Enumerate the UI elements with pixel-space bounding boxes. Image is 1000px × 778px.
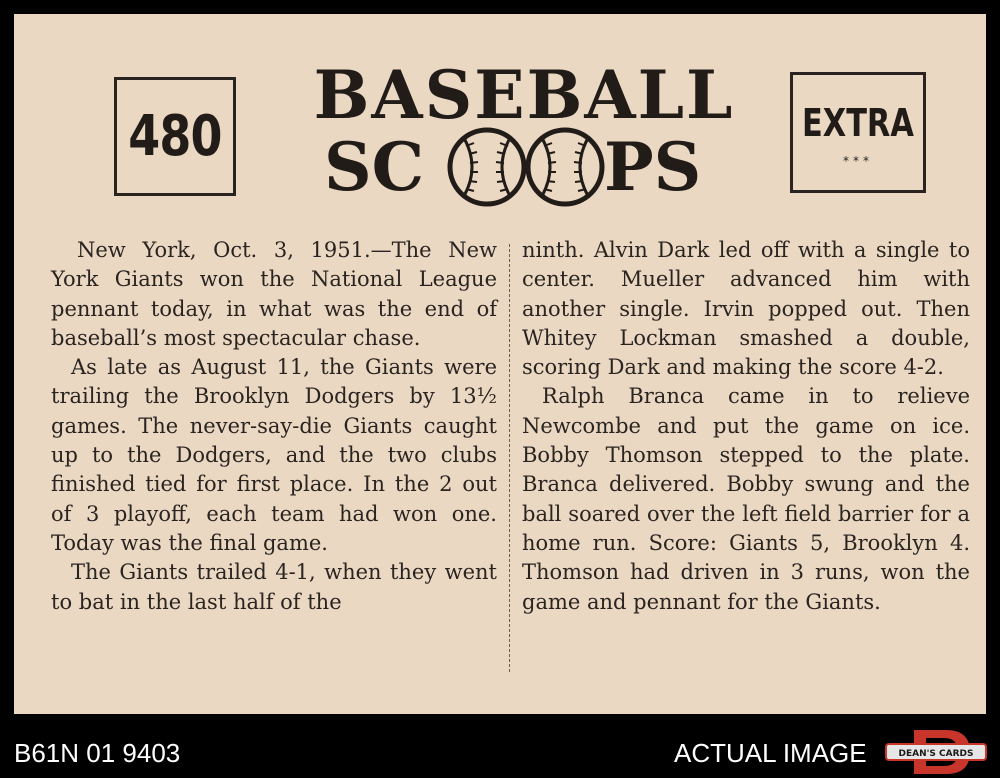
card-number: 480: [128, 104, 222, 169]
deans-cards-logo-icon: [884, 728, 988, 776]
baseball-icon: [524, 126, 606, 208]
extra-stars: ***: [843, 153, 873, 168]
column-divider: [509, 244, 510, 672]
story-paragraph: New York, Oct. 3, 1951.—The New York Giants won the National League pennant today, in what was the end of baseball’s most spectacular chase.: [51, 238, 497, 350]
title-baseball: BASEBALL: [313, 56, 735, 134]
title-scoops-end: PS: [604, 128, 702, 206]
story-right-column: [522, 236, 970, 617]
story-paragraph: The Giants trailed 4-1, when they went to bat in the last half of the: [51, 560, 497, 614]
svg-text:DEAN'S CARDS: DEAN'S CARDS: [898, 749, 974, 759]
title-scoops: [324, 126, 744, 208]
card-code: B61N 01 9403: [14, 738, 181, 768]
story-paragraph: ninth. Alvin Dark led off with a single to center. Mueller advanced him with another single. Irvin popped out. Then Whitey Lockman smashed a double, scoring Dark and making the score 4-2.: [522, 238, 970, 380]
baseball-icon: [446, 126, 528, 208]
extra-box: [790, 72, 926, 193]
title-scoops-start: SC: [324, 128, 425, 206]
actual-image-label: ACTUAL IMAGE: [674, 738, 867, 768]
extra-label: EXTRA: [802, 100, 914, 145]
story-left-column: [51, 236, 497, 617]
story-paragraph: As late as August 11, the Giants were trailing the Brooklyn Dodgers by 13½ games. The never-say-die Giants caught up to the Dodgers, and the two clubs finished tied for first place. In the 2 out of 3 playoff, each team had won one. Today was the final game.: [51, 355, 497, 555]
card-number-box: [114, 77, 236, 196]
story-paragraph: Ralph Branca came in to relieve Newcombe and put the game on ice. Bobby Thomson stepped to the plate. Branca delivered. Bobby swung and the ball soared over the left field barrier for a home run. Score: Giants 5, Brooklyn 4. Thomson had driven in 3 runs, won the game and pennant for the Giants.: [522, 384, 970, 614]
card-back: [14, 14, 986, 714]
